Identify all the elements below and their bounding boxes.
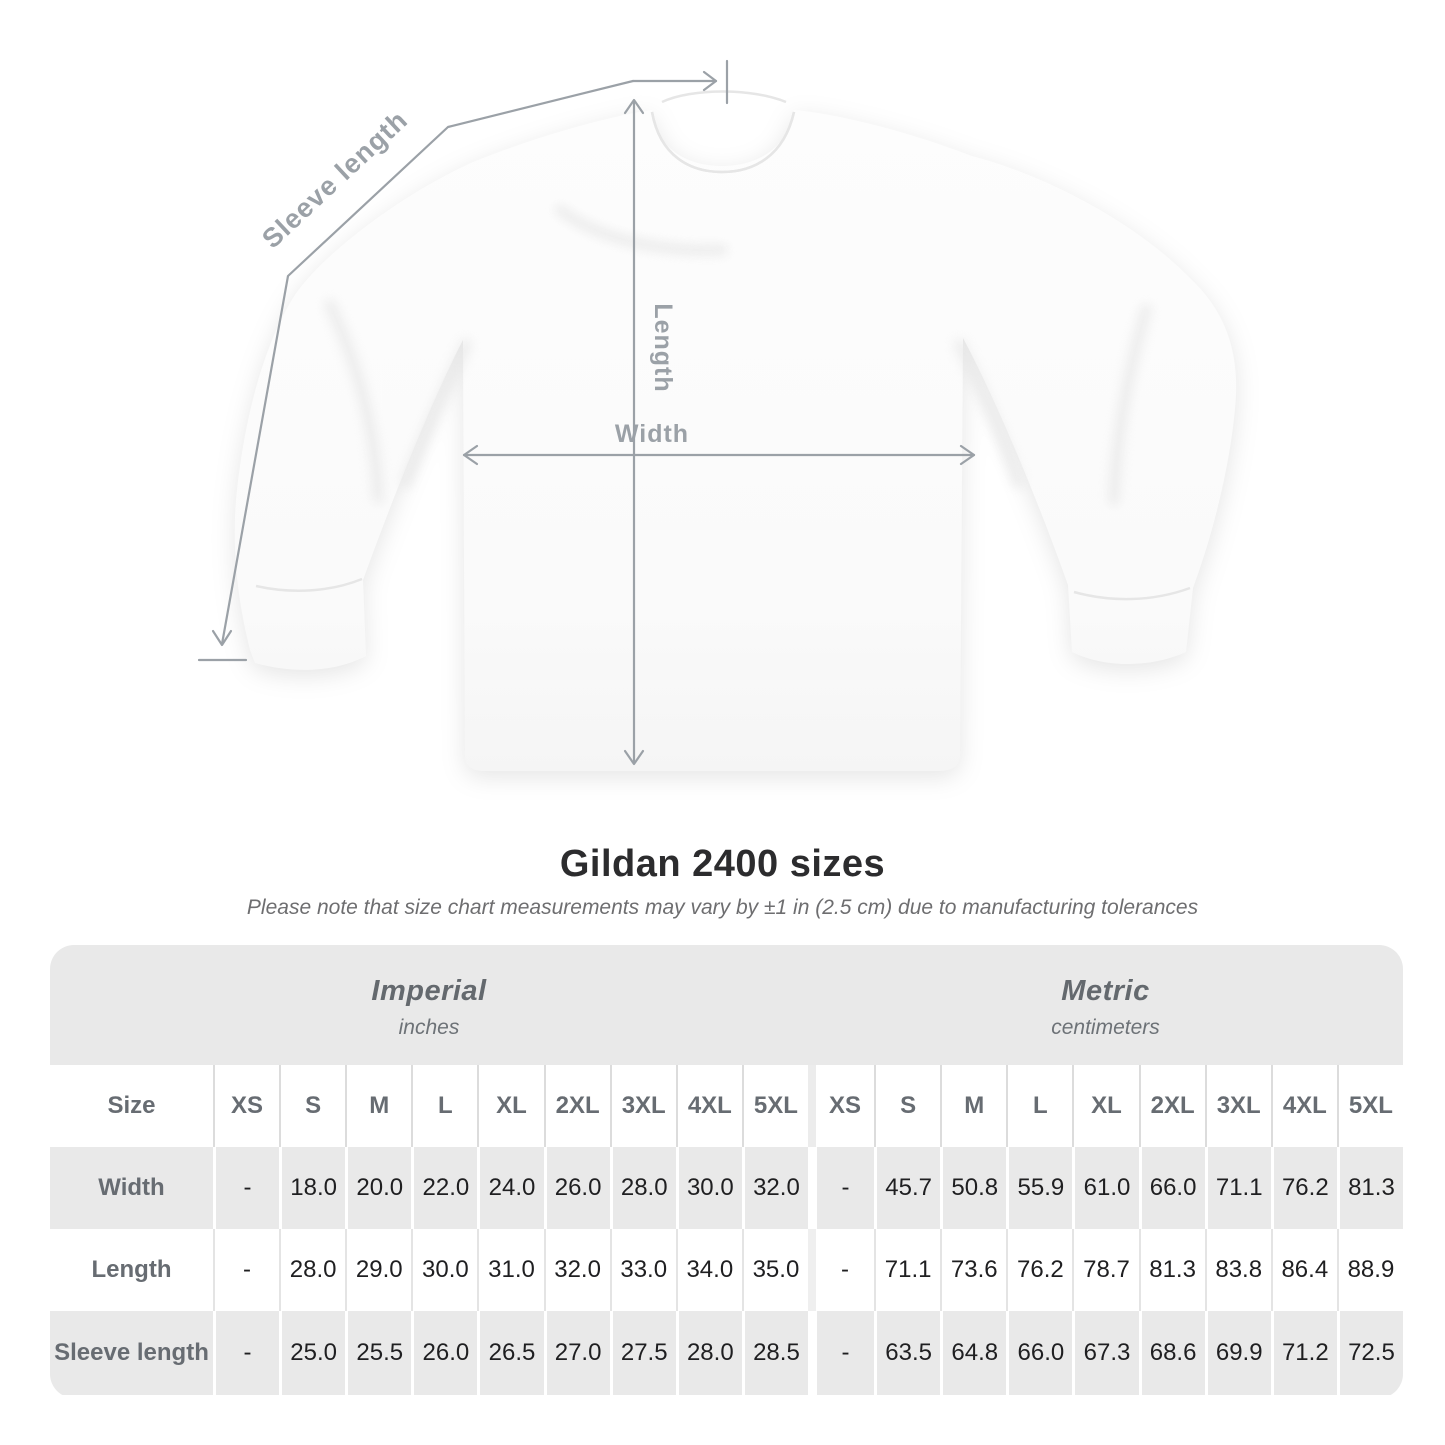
row-label-width: Width xyxy=(50,1147,213,1229)
table-cell: 26.0 xyxy=(544,1147,610,1229)
table-cell: 22.0 xyxy=(411,1147,477,1229)
heading-block xyxy=(0,843,1445,920)
table-cell: 30.0 xyxy=(411,1229,477,1311)
table-cell: 71.1 xyxy=(874,1229,940,1311)
imperial-group-header xyxy=(50,945,808,1065)
table-cell: 61.0 xyxy=(1072,1147,1138,1229)
table-cell: 27.0 xyxy=(544,1311,610,1395)
size-header-row xyxy=(50,1065,1403,1147)
table-cell: 24.0 xyxy=(477,1147,543,1229)
table-cell: 28.0 xyxy=(279,1229,345,1311)
table-cell: 64.8 xyxy=(940,1311,1006,1395)
table-cell: 69.9 xyxy=(1205,1311,1271,1395)
table-cell: 35.0 xyxy=(742,1229,808,1311)
size-header-imperial-5xl: 5XL xyxy=(742,1065,808,1147)
size-header-metric-xs: XS xyxy=(808,1065,874,1147)
page-title: Gildan 2400 sizes xyxy=(559,843,886,885)
table-cell: 26.5 xyxy=(477,1311,543,1395)
imperial-group-title: Imperial xyxy=(371,974,487,1007)
table-cell: 30.0 xyxy=(676,1147,742,1229)
table-cell: - xyxy=(213,1229,279,1311)
shirt-silhouette xyxy=(235,110,1236,771)
size-header-imperial-4xl: 4XL xyxy=(676,1065,742,1147)
table-cell: 25.0 xyxy=(279,1311,345,1395)
table-cell: 32.0 xyxy=(544,1229,610,1311)
table-cell: - xyxy=(213,1311,279,1395)
table-cell: 83.8 xyxy=(1205,1229,1271,1311)
table-cell: 32.0 xyxy=(742,1147,808,1229)
table-row-sleeve-length xyxy=(50,1311,1403,1395)
imperial-group-unit: inches xyxy=(398,1015,460,1039)
table-cell: 26.0 xyxy=(411,1311,477,1395)
table-cell: 27.5 xyxy=(610,1311,676,1395)
table-cell: 78.7 xyxy=(1072,1229,1138,1311)
table-cell: 76.2 xyxy=(1271,1147,1337,1229)
table-cell: 25.5 xyxy=(345,1311,411,1395)
size-header-metric-3xl: 3XL xyxy=(1205,1065,1271,1147)
size-header-imperial-xs: XS xyxy=(213,1065,279,1147)
size-header-imperial-2xl: 2XL xyxy=(544,1065,610,1147)
table-cell: 31.0 xyxy=(477,1229,543,1311)
table-cell: 63.5 xyxy=(874,1311,940,1395)
table-cell: 73.6 xyxy=(940,1229,1006,1311)
size-header-imperial-xl: XL xyxy=(477,1065,543,1147)
sleeve-length-label: Sleeve length xyxy=(256,104,414,255)
size-header-metric-l: L xyxy=(1006,1065,1072,1147)
size-header-metric-4xl: 4XL xyxy=(1271,1065,1337,1147)
table-cell: 72.5 xyxy=(1337,1311,1403,1395)
table-cell: 76.2 xyxy=(1006,1229,1072,1311)
size-column-header: Size xyxy=(50,1065,213,1147)
size-table xyxy=(50,945,1403,1398)
table-cell: 66.0 xyxy=(1006,1311,1072,1395)
table-cell: 86.4 xyxy=(1271,1229,1337,1311)
table-row-length xyxy=(50,1229,1403,1311)
size-header-imperial-m: M xyxy=(345,1065,411,1147)
table-cell: 50.8 xyxy=(940,1147,1006,1229)
table-cell: 29.0 xyxy=(345,1229,411,1311)
row-label-length: Length xyxy=(50,1229,213,1311)
size-header-metric-2xl: 2XL xyxy=(1139,1065,1205,1147)
size-header-imperial-3xl: 3XL xyxy=(610,1065,676,1147)
table-cell: 18.0 xyxy=(279,1147,345,1229)
table-cell: 33.0 xyxy=(610,1229,676,1311)
size-header-metric-xl: XL xyxy=(1072,1065,1138,1147)
table-cell: 71.1 xyxy=(1205,1147,1271,1229)
table-cell: - xyxy=(808,1147,874,1229)
table-cell: 68.6 xyxy=(1139,1311,1205,1395)
length-label: Length xyxy=(649,303,677,393)
table-cell: 45.7 xyxy=(874,1147,940,1229)
unit-group-header-row xyxy=(50,945,1403,1065)
table-cell: 67.3 xyxy=(1072,1311,1138,1395)
table-cell: 28.5 xyxy=(742,1311,808,1395)
row-label-sleeve-length: Sleeve length xyxy=(50,1311,213,1395)
size-header-metric-m: M xyxy=(940,1065,1006,1147)
table-cell: 34.0 xyxy=(676,1229,742,1311)
table-cell: 71.2 xyxy=(1271,1311,1337,1395)
size-header-imperial-l: L xyxy=(411,1065,477,1147)
tolerance-note: Please note that size chart measurements may vary by ±1 in (2.5 cm) due to manufacturing tolerances xyxy=(246,896,1199,919)
table-cell: 20.0 xyxy=(345,1147,411,1229)
table-cell: 28.0 xyxy=(610,1147,676,1229)
table-cell: 81.3 xyxy=(1337,1147,1403,1229)
table-cell: - xyxy=(808,1229,874,1311)
table-cell: - xyxy=(213,1147,279,1229)
metric-group-title: Metric xyxy=(1061,974,1150,1007)
size-header-metric-s: S xyxy=(874,1065,940,1147)
size-header-imperial-s: S xyxy=(279,1065,345,1147)
table-row-width xyxy=(50,1147,1403,1229)
table-cell: 55.9 xyxy=(1006,1147,1072,1229)
metric-group-unit: centimeters xyxy=(1051,1015,1160,1039)
table-cell: 66.0 xyxy=(1139,1147,1205,1229)
table-cell: 81.3 xyxy=(1139,1229,1205,1311)
table-cell: - xyxy=(808,1311,874,1395)
width-label: Width xyxy=(614,420,690,448)
metric-group-header xyxy=(808,945,1403,1065)
table-cell: 28.0 xyxy=(676,1311,742,1395)
size-header-metric-5xl: 5XL xyxy=(1337,1065,1403,1147)
table-cell: 88.9 xyxy=(1337,1229,1403,1311)
